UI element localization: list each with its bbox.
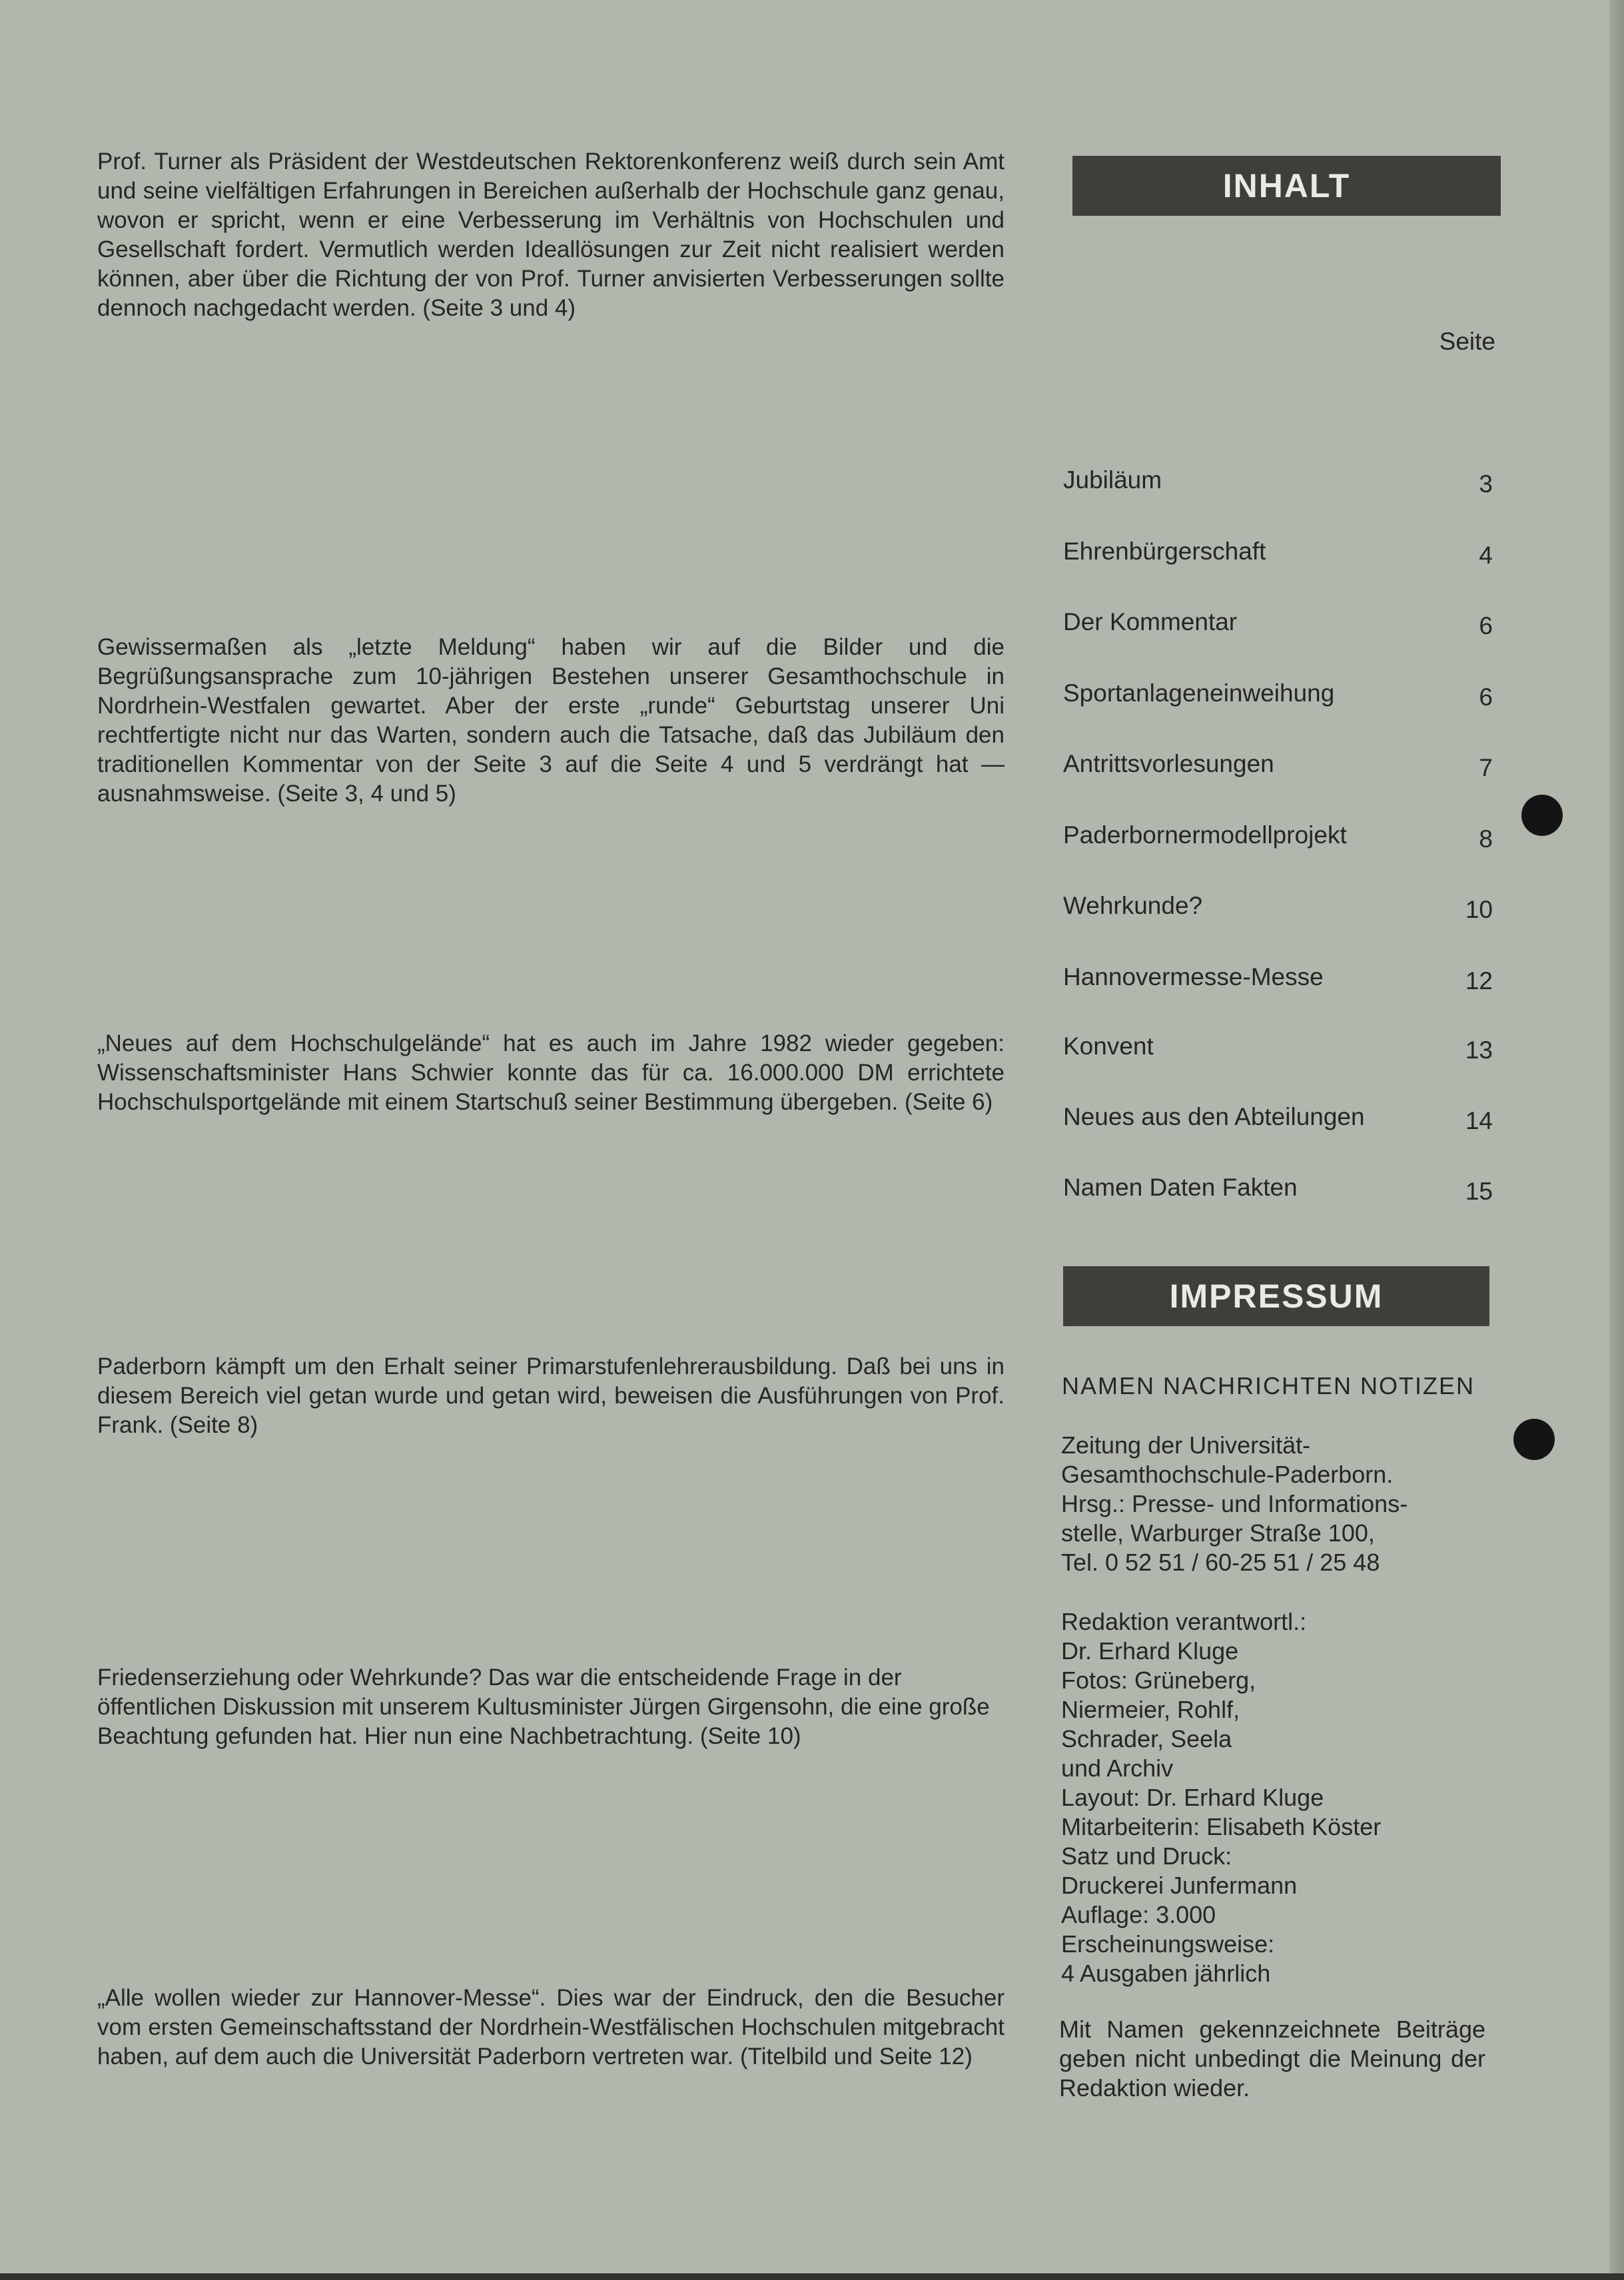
- page-edge: [1609, 0, 1624, 2280]
- impressum-credit-line: Layout: Dr. Erhard Kluge: [1061, 1784, 1324, 1811]
- toc-row-label: Hannovermesse-Messe: [1063, 963, 1324, 990]
- impressum-heading: IMPRESSUM: [1063, 1266, 1489, 1326]
- impressum-credit-line: Erscheinungsweise:: [1061, 1930, 1275, 1958]
- impressum-disclaimer: Mit Namen gekennzeichnete Beiträge geben nicht unbedingt die Meinung der Redaktion wieder.: [1059, 2016, 1485, 2101]
- toc-row[interactable]: [1063, 608, 1493, 641]
- impressum-publisher-line: Hrsg.: Presse- und Informations-: [1061, 1490, 1408, 1517]
- toc-row-label: Jubiläum: [1063, 466, 1162, 494]
- toc-row-page: 4: [1479, 542, 1493, 569]
- punch-hole: [1521, 795, 1563, 836]
- toc-row[interactable]: [1063, 963, 1493, 996]
- toc-row[interactable]: [1063, 679, 1493, 713]
- intro-paragraph-turner: Prof. Turner als Präsident der Westdeutschen Rektorenkonferenz weiß durch sein Amt und seine vielfältigen Erfahrungen in Bereichen außerhalb der Hochschule ganz genau, wovon er spricht, wenn er eine Verbesserung im Verhältnis von Hochschulen und Gesellschaft fordert. Vermutlich werden Ideallösungen zur Zeit nicht realisiert werden können, aber über die Richtung der von Prof. Turner anvisierten Verbesserungen sollte dennoch nachgedacht werden. (Seite 3 und 4): [97, 149, 1005, 321]
- impressum-credit-line: Auflage: 3.000: [1061, 1901, 1216, 1928]
- punch-hole: [1513, 1419, 1555, 1460]
- toc-row-label: Wehrkunde?: [1063, 892, 1203, 919]
- toc-row[interactable]: [1063, 1103, 1493, 1136]
- toc-row-label: Sportanlageneinweihung: [1063, 679, 1335, 707]
- intro-paragraph-jubilaeum: Gewissermaßen als „letzte Meldung“ haben wir auf die Bilder und die Begrüßungsansprache zum 10-jährigen Bestehen unserer Gesamthochschule in Nordrhein-Westfalen gewartet. Aber der erste „runde“ Geburtstag unserer Uni rechtfertigte nicht nur das Warten, sondern auch die Tatsache, daß das Jubiläum den traditionellen Kommentar von der Seite 3 auf die Seite 4 und 5 verdrängt hat — ausnahmsweise. (Seite 3, 4 und 5): [97, 634, 1005, 807]
- impressum-credit-line: 4 Ausgaben jährlich: [1061, 1960, 1271, 1987]
- toc-row-page: 8: [1479, 825, 1493, 853]
- impressum-credit-line: Mitarbeiterin: Elisabeth Köster: [1061, 1813, 1382, 1840]
- impressum-credit-line: Fotos: Grüneberg,: [1061, 1667, 1256, 1694]
- impressum-publisher-line: Tel. 0 52 51 / 60-25 51 / 25 48: [1061, 1549, 1380, 1576]
- impressum-credit-line: Druckerei Junfermann: [1061, 1872, 1298, 1899]
- toc-row[interactable]: [1063, 750, 1493, 783]
- toc-row-label: Paderbornermodellprojekt: [1063, 821, 1347, 849]
- toc-row[interactable]: [1063, 1174, 1493, 1207]
- toc-row-page: 15: [1465, 1178, 1493, 1205]
- toc-row-page: 6: [1479, 612, 1493, 639]
- impressum-credit-line: Redaktion verantwortl.:: [1061, 1608, 1307, 1635]
- toc-row[interactable]: [1063, 821, 1493, 855]
- toc-row-label: Der Kommentar: [1063, 608, 1238, 635]
- toc-row-label: Neues aus den Abteilungen: [1063, 1103, 1365, 1130]
- impressum-publisher-line: Gesamthochschule-Paderborn.: [1061, 1461, 1394, 1488]
- toc-row-page: 14: [1465, 1107, 1493, 1134]
- toc-row[interactable]: [1063, 538, 1493, 571]
- toc-seite-label: Seite: [1439, 328, 1495, 355]
- toc-row-page: 13: [1465, 1036, 1493, 1064]
- impressum-credit-line: Satz und Druck:: [1061, 1842, 1232, 1870]
- bottom-strip: [0, 2273, 1624, 2280]
- toc-row[interactable]: [1063, 892, 1493, 925]
- toc-row[interactable]: [1063, 466, 1493, 500]
- toc-row-page: 10: [1465, 896, 1493, 923]
- impressum-publisher-line: Zeitung der Universität-: [1061, 1431, 1311, 1459]
- toc-row-page: 12: [1465, 967, 1493, 994]
- toc-row-label: Konvent: [1063, 1032, 1154, 1060]
- intro-paragraph-wehrkunde: Friedenserziehung oder Wehrkunde? Das war die entscheidende Frage in der öffentlichen Diskussion mit unserem Kultusminister Jürgen Girgensohn, die eine große Beachtung gefunden hat. Hier nun eine Nachbetrachtung. (Seite 10): [97, 1665, 990, 1749]
- impressum-credit-line: Niermeier, Rohlf,: [1061, 1696, 1240, 1723]
- toc-row[interactable]: [1063, 1032, 1493, 1066]
- impressum-subtitle: NAMEN NACHRICHTEN NOTIZEN: [1062, 1372, 1475, 1399]
- toc-row-label: Antrittsvorlesungen: [1063, 750, 1274, 777]
- toc-row-page: 7: [1479, 754, 1493, 781]
- intro-paragraph-hannover-messe: „Alle wollen wieder zur Hannover-Messe“. Dies war der Eindruck, den die Besucher vom ersten Gemeinschaftsstand der Nordrhein-Westfälischen Hochschulen mitgebracht haben, auf dem auch die Universität Paderborn vertreten war. (Titelbild und Seite 12): [97, 1985, 1005, 2070]
- impressum-credit-line: Dr. Erhard Kluge: [1061, 1637, 1239, 1665]
- impressum-publisher-line: stelle, Warburger Straße 100,: [1061, 1519, 1375, 1547]
- toc-row-label: Ehrenbürgerschaft: [1063, 538, 1266, 565]
- intro-paragraph-primarstufe: Paderborn kämpft um den Erhalt seiner Primarstufenlehrerausbildung. Daß bei uns in diesem Bereich viel getan wurde und getan wird, beweisen die Ausführungen von Prof. Frank. (Seite 8): [97, 1353, 1005, 1438]
- toc-row-label: Namen Daten Fakten: [1063, 1174, 1298, 1201]
- intro-paragraph-sportgelaende: „Neues auf dem Hochschulgelände“ hat es auch im Jahre 1982 wieder gegeben: Wissenschaftsminister Hans Schwier konnte das für ca. 16.000.000 DM errichtete Hochschulsportgelände mit einem Startschuß seiner Bestimmung übergeben. (Seite 6): [97, 1030, 1005, 1115]
- impressum-credit-line: Schrader, Seela: [1061, 1725, 1232, 1752]
- impressum-credit-line: und Archiv: [1061, 1754, 1174, 1782]
- toc-row-page: 6: [1479, 683, 1493, 711]
- toc-heading: INHALT: [1072, 156, 1501, 216]
- toc-row-page: 3: [1479, 470, 1493, 498]
